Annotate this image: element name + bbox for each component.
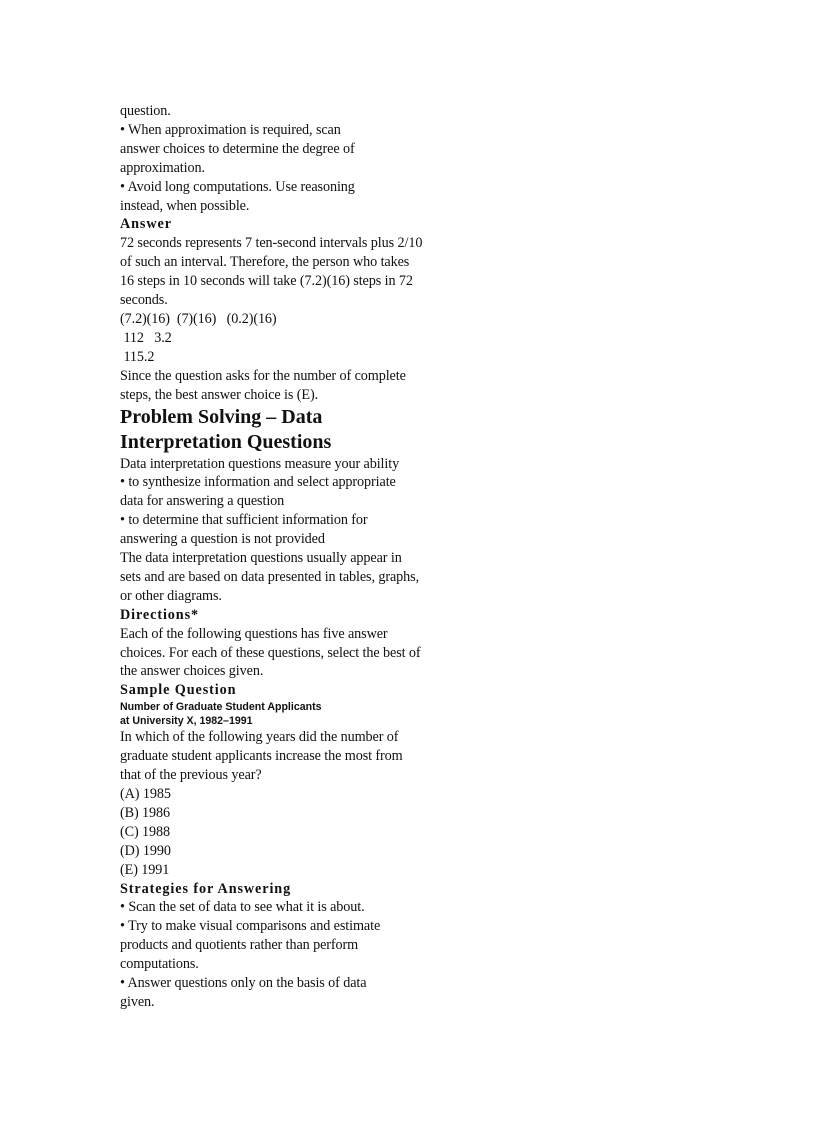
- section-line: sets and are based on data presented in tables, graphs,: [120, 568, 420, 585]
- caption-line: Number of Graduate Student Applicants: [120, 701, 322, 714]
- choice-b: (B) 1986: [120, 804, 171, 821]
- intro-line: • Avoid long computations. Use reasoning: [120, 178, 355, 195]
- intro-line: instead, when possible.: [120, 197, 250, 214]
- answer-heading: Answer: [120, 216, 172, 233]
- section-title-line: Problem Solving – Data: [120, 405, 323, 428]
- answer-line: Since the question asks for the number of complete: [120, 367, 406, 384]
- intro-line: • When approximation is required, scan: [120, 121, 341, 138]
- section-title: [120, 405, 480, 455]
- answer-line: seconds.: [120, 292, 168, 309]
- choice-a: (A) 1985: [120, 786, 171, 802]
- strategy-line: • Try to make visual comparisons and estimate: [120, 918, 381, 935]
- intro-line: approximation.: [120, 159, 205, 176]
- answer-line: steps, the best answer choice is (E).: [120, 386, 319, 403]
- directions-heading: Directions*: [120, 606, 199, 623]
- caption-line: at University X, 1982–1991: [120, 715, 253, 728]
- section-line: The data interpretation questions usually appear in: [120, 550, 402, 567]
- choice-c: (C) 1988: [120, 823, 171, 840]
- sample-question-heading: Sample Question: [120, 682, 237, 699]
- intro-line: answer choices to determine the degree of: [120, 140, 355, 157]
- intro-block: [120, 102, 480, 215]
- directions-line: choices. For each of these questions, select the best of: [120, 644, 421, 661]
- answer-line: of such an interval. Therefore, the person who takes: [120, 254, 410, 271]
- strategy-line: • Scan the set of data to see what it is about.: [120, 899, 365, 916]
- question-line: In which of the following years did the number of: [120, 729, 399, 746]
- directions-line: Each of the following questions has five answer: [120, 625, 388, 642]
- section-line: answering a question is not provided: [120, 531, 325, 548]
- directions-block: [120, 625, 480, 682]
- question-block: [120, 728, 480, 785]
- answer-line: 112 3.2: [120, 329, 172, 346]
- section-title-line: Interpretation Questions: [120, 430, 332, 453]
- question-line: that of the previous year?: [120, 767, 262, 784]
- answer-line: 72 seconds represents 7 ten-second intervals plus 2/10: [120, 235, 423, 252]
- section-line: • to synthesize information and select appropriate: [120, 474, 396, 491]
- question-line: graduate student applicants increase the most from: [120, 748, 403, 765]
- strategies-heading: Strategies for Answering: [120, 880, 292, 897]
- document-page: [120, 102, 480, 1012]
- section-body: [120, 455, 480, 606]
- section-line: Data interpretation questions measure your ability: [120, 455, 400, 472]
- intro-line: question.: [120, 103, 171, 119]
- directions-line: the answer choices given.: [120, 663, 264, 680]
- strategy-line: • Answer questions only on the basis of data: [120, 975, 367, 992]
- answer-line: 115.2: [120, 348, 155, 365]
- section-line: data for answering a question: [120, 493, 285, 510]
- answer-line: (7.2)(16) (7)(16) (0.2)(16): [120, 310, 277, 327]
- section-line: • to determine that sufficient information for: [120, 512, 368, 529]
- answer-line: 16 steps in 10 seconds will take (7.2)(16) steps in 72: [120, 273, 413, 290]
- answer-block: [120, 234, 480, 404]
- strategy-line: products and quotients rather than perform: [120, 937, 359, 954]
- strategy-line: given.: [120, 993, 155, 1010]
- strategy-line: computations.: [120, 956, 199, 973]
- choice-d: (D) 1990: [120, 842, 171, 859]
- strategies-block: [120, 898, 480, 1011]
- figure-caption: [120, 700, 480, 728]
- section-line: or other diagrams.: [120, 587, 222, 604]
- answer-choices: [120, 785, 480, 880]
- choice-e: (E) 1991: [120, 861, 170, 878]
